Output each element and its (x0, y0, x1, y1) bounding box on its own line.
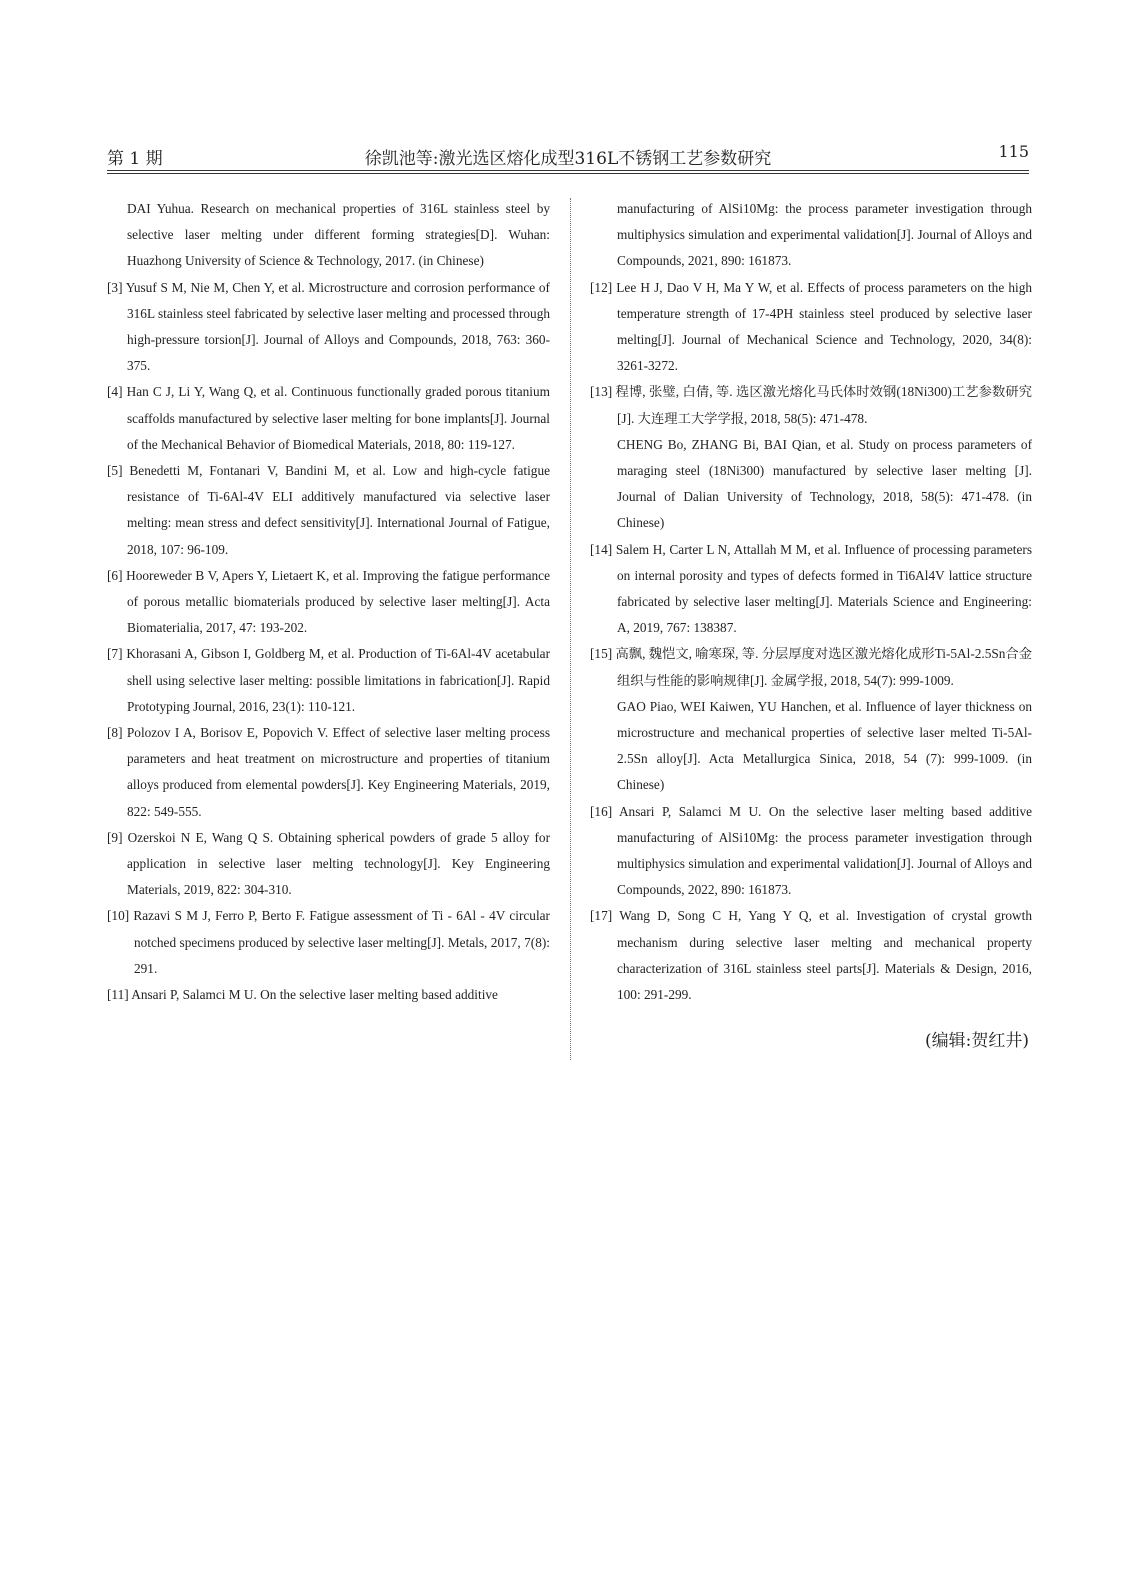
reference-item: [10] Razavi S M J, Ferro P, Berto F. Fatigue assessment of Ti - 6Al - 4V circular notched specimens produced by selective laser melting[J]. Metals, 2017, 7(8): 291. (107, 908, 550, 976)
editor-credit: (编辑:贺红井) (925, 1031, 1029, 1051)
running-title: 徐凯池等:激光选区熔化成型316L不锈钢工艺参数研究 (364, 149, 772, 169)
reference-item: [17] Wang D, Song C H, Yang Y Q, et al. Investigation of crystal growth mechanism during selective laser melting and mechanical property characterization of 316L stainless steel parts[J]. Materials & Design, 2016, 100: 291-299. (590, 908, 1032, 1003)
header-rule-top (107, 170, 1029, 171)
reference-translation: GAO Piao, WEI Kaiwen, YU Hanchen, et al. Influence of layer thickness on microstructure and mechanical properties of selective laser melted Ti-5Al-2.5Sn alloy[J]. Acta Metallurgica Sinica, 2018, 54 (7): 999-1009. (in Chinese) (617, 698, 1032, 793)
header-rule-bottom (107, 173, 1029, 174)
running-header (107, 140, 1029, 170)
reference-item: [5] Benedetti M, Fontanari V, Bandini M, et al. Low and high-cycle fatigue resistance of Ti-6Al-4V ELI additively manufactured via selective laser melting: mean stress and defect sensitivity[J]. International Journal of Fatigue, 2018, 107: 96-109. (107, 463, 550, 557)
reference-item: [16] Ansari P, Salamci M U. On the selective laser melting based additive manufacturing of AlSi10Mg: the process parameter investigation through multiphysics simulation and experimental validation[J]. Journal of Alloys and Compounds, 2022, 890: 161873. (590, 803, 1032, 898)
reference-continuation: DAI Yuhua. Research on mechanical properties of 316L stainless steel by selective laser melting under different forming strategies[D]. Wuhan: Huazhong University of Science & Technology, 2017. (in Chinese) (127, 201, 550, 269)
reference-item: [15] 高飘, 魏恺文, 喻寒琛, 等. 分层厚度对选区激光熔化成形Ti-5Al-2.5Sn合金组织与性能的影响规律[J]. 金属学报, 2018, 54(7): 999-1009. (590, 646, 1033, 688)
reference-item: [9] Ozerskoi N E, Wang Q S. Obtaining spherical powders of grade 5 alloy for application in selective laser melting technology[J]. Key Engineering Materials, 2019, 822: 304-310. (107, 829, 550, 898)
reference-item: [6] Hooreweder B V, Apers Y, Lietaert K, et al. Improving the fatigue performance of porous metallic biomaterials produced by selective laser melting[J]. Acta Biomaterialia, 2017, 47: 193-202. (107, 567, 550, 636)
reference-column-left (107, 196, 550, 1008)
reference-item: [3] Yusuf S M, Nie M, Chen Y, et al. Microstructure and corrosion performance of 316L stainless steel fabricated by selective laser melting and processed through high-pressure torsion[J]. Journal of Alloys and Compounds, 2018, 763: 360-375. (107, 279, 550, 374)
reference-item: [11] Ansari P, Salamci M U. On the selective laser melting based additive (107, 987, 498, 1003)
reference-item: [13] 程博, 张璧, 白倩, 等. 选区激光熔化马氏体时效钢(18Ni300)工艺参数研究[J]. 大连理工大学学报, 2018, 58(5): 471-478. (590, 384, 1032, 426)
reference-column-right (590, 196, 1032, 1008)
reference-item: [14] Salem H, Carter L N, Attallah M M, et al. Influence of processing parameters on internal porosity and types of defects formed in Ti6Al4V lattice structure fabricated by selective laser melting[J]. Materials Science and Engineering: A, 2019, 767: 138387. (590, 541, 1032, 636)
reference-item: [7] Khorasani A, Gibson I, Goldberg M, et al. Production of Ti-6Al-4V acetabular shell using selective laser melting: possible limitations in fabrication[J]. Rapid Prototyping Journal, 2016, 23(1): 110-121. (107, 646, 550, 714)
reference-continuation: manufacturing of AlSi10Mg: the process parameter investigation through multiphysics simulation and experimental validation[J]. Journal of Alloys and Compounds, 2021, 890: 161873. (617, 201, 1032, 269)
reference-translation: CHENG Bo, ZHANG Bi, BAI Qian, et al. Study on process parameters of maraging steel (18Ni300) manufactured by selective laser melting [J]. Journal of Dalian University of Technology, 2018, 58(5): 471-478. (in Chinese) (617, 436, 1032, 531)
page-number: 115 (998, 142, 1029, 161)
reference-item: [4] Han C J, Li Y, Wang Q, et al. Continuous functionally graded porous titanium scaffolds manufactured by selective laser melting for bone implants[J]. Journal of the Mechanical Behavior of Biomedical Materials, 2018, 80: 119-127. (107, 384, 550, 452)
issue-label: 第 1 期 (107, 149, 163, 169)
reference-item: [12] Lee H J, Dao V H, Ma Y W, et al. Effects of process parameters on the high temperature strength of 17-4PH stainless steel produced by selective laser melting[J]. Journal of Mechanical Science and Technology, 2020, 34(8): 3261-3272. (590, 279, 1032, 374)
column-divider (570, 198, 571, 1060)
reference-item: [8] Polozov I A, Borisov E, Popovich V. Effect of selective laser melting process parameters and heat treatment on microstructure and properties of titanium alloys produced from elemental powders[J]. Key Engineering Materials, 2019, 822: 549-555. (107, 725, 550, 819)
